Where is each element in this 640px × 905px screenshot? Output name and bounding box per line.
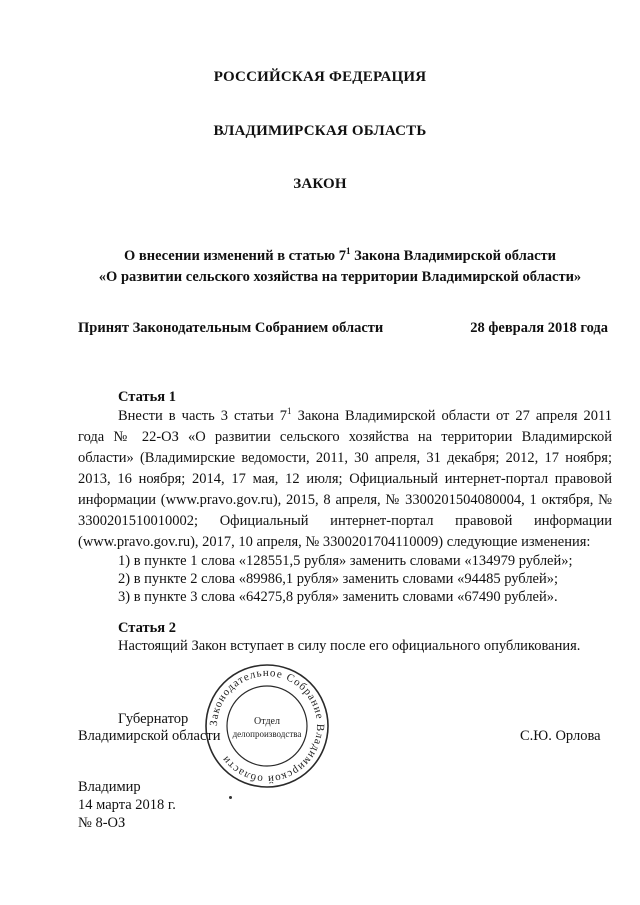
footer-city: Владимир bbox=[78, 779, 141, 795]
article2-text: Настоящий Закон вступает в силу после его официального опубликования. bbox=[118, 638, 581, 654]
stamp-center-line2: делопроизводства bbox=[232, 729, 302, 739]
signature-title-line1: Губернатор bbox=[118, 711, 189, 727]
signatory-name: С.Ю. Орлова bbox=[520, 728, 601, 744]
adoption-line bbox=[78, 318, 608, 338]
region-heading: ВЛАДИМИРСКАЯ ОБЛАСТЬ bbox=[213, 123, 427, 139]
article1-text: Внести в часть 3 статьи $7^1$ Закона Владимирской области от 27 апреля 2011 года № 22-ОЗ «О развитии сельского хозяйства на территории Владимирской области» (Владимирские ведомости, 2011, 30 апреля, 31 декабря; 2012, 17 ноября; 2013, 16 ноября; 2014, 17 мая, 12 июля; Официальный интернет-портал правовой информации (www.pravo.gov.ru), 2015, 8 апреля, № 3300201504080004, 1 октября, № 3300201510010002; Официальный интернет-портал правовой информации (www.pravo.gov.ru), 2017, 10 апреля, № 3300201704110009) следующие изменения: bbox=[78, 406, 612, 550]
law-number: № 8-ОЗ bbox=[78, 815, 126, 831]
article1-heading: Статья 1 bbox=[118, 389, 176, 405]
article1-item-2: 2) в пункте 2 слова «89986,1 рубля» заменить словами «94485 рублей»; bbox=[118, 571, 559, 587]
article1-item-1: 1) в пункте 1 слова «128551,5 рубля» заменить словами «134979 рублей»; bbox=[118, 553, 573, 569]
article1-item-3: 3) в пункте 3 слова «64275,8 рубля» заменить словами «67490 рублей». bbox=[118, 589, 558, 605]
article2-heading: Статья 2 bbox=[118, 620, 176, 636]
law-title-line1: О внесении изменений в статью $7^1$ Закона Владимирской области bbox=[123, 246, 556, 264]
official-stamp bbox=[203, 662, 331, 790]
adopted-date: 28 февраля 2018 года bbox=[470, 320, 608, 336]
law-title-line2: «О развитии сельского хозяйства на территории Владимирской области» bbox=[98, 269, 582, 285]
signature-title-line2: Владимирской области bbox=[78, 728, 221, 744]
law-title bbox=[60, 246, 620, 288]
adopted-by: Принят Законодательным Собранием области bbox=[78, 320, 384, 336]
stamp-ring-text: Законодательное Собрание Владимирской области bbox=[207, 666, 327, 786]
country-heading: РОССИЙСКАЯ ФЕДЕРАЦИЯ bbox=[213, 69, 427, 85]
ink-dot bbox=[229, 796, 232, 799]
footer-date: 14 марта 2018 г. bbox=[78, 797, 176, 813]
doc-type-heading: ЗАКОН bbox=[293, 176, 347, 192]
stamp-center-line1: Отдел bbox=[254, 716, 280, 727]
